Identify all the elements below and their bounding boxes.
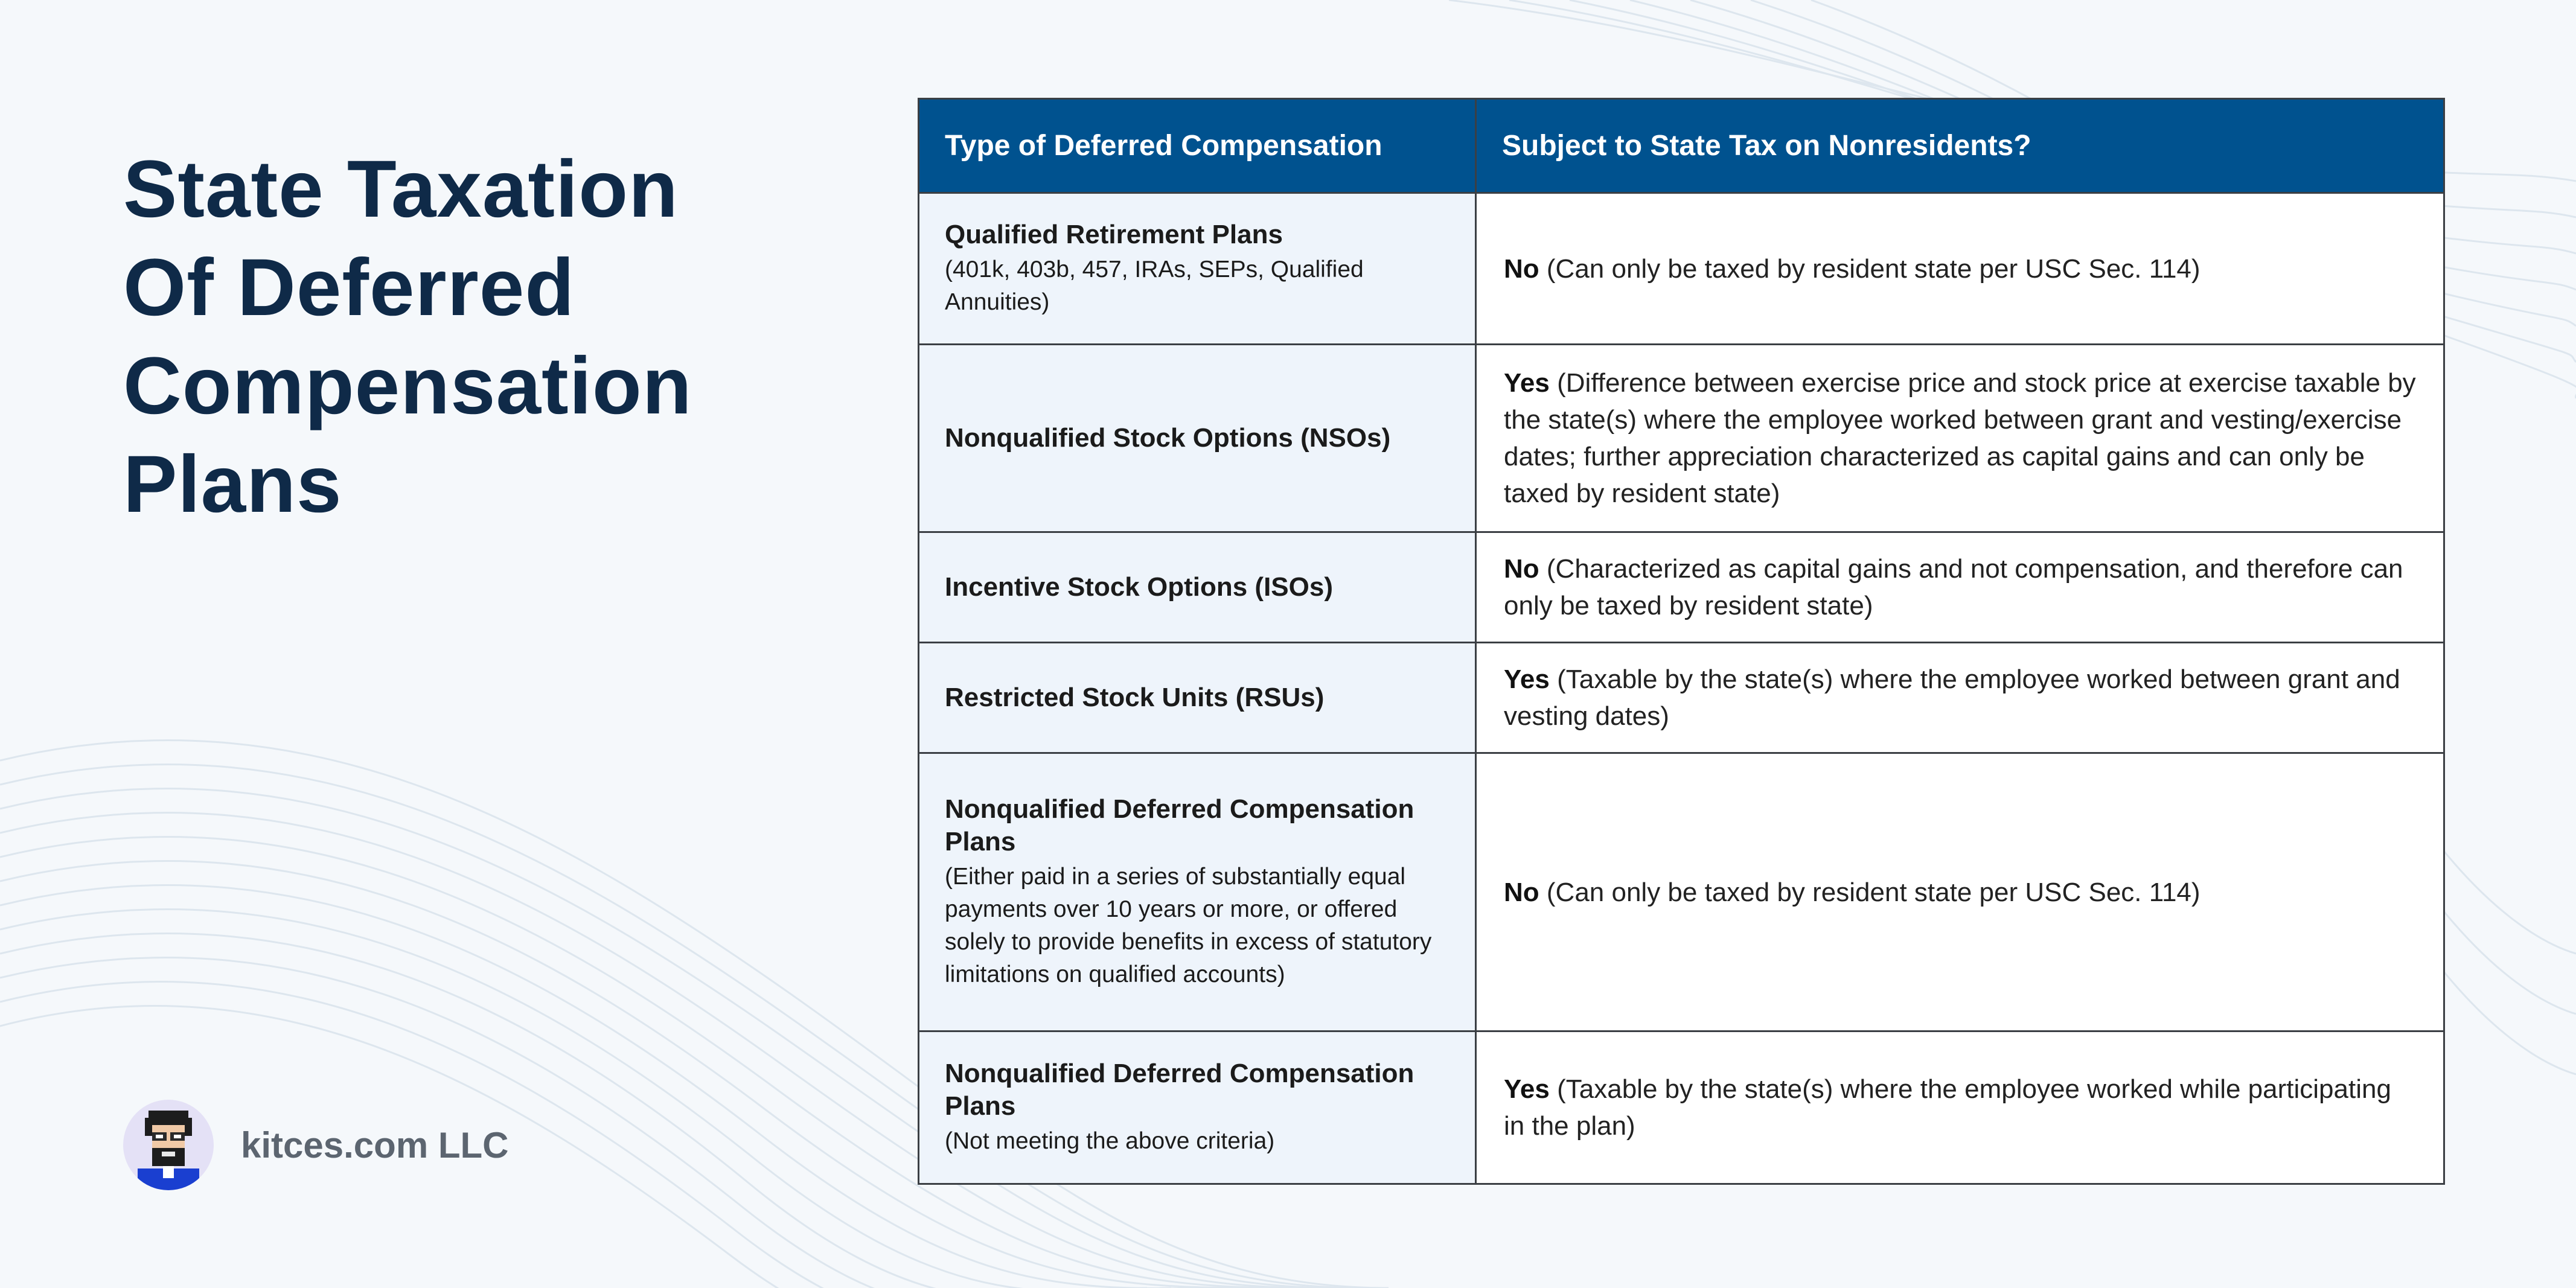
type-cell	[919, 345, 1476, 532]
verdict-detail: (Taxable by the state(s) where the employee worked while participating in the plan)	[1504, 1074, 2391, 1141]
verdict-detail: (Can only be taxed by resident state per USC Sec. 114)	[1546, 877, 2200, 907]
column-header-type: Type of Deferred Compensation	[919, 99, 1476, 193]
title-line: Plans	[123, 439, 342, 529]
table-row	[919, 532, 2444, 643]
table-row	[919, 643, 2444, 753]
column-header-subject: Subject to State Tax on Nonresidents?	[1476, 99, 2444, 193]
table-row	[919, 345, 2444, 532]
type-note: (Not meeting the above criteria)	[945, 1128, 1275, 1154]
table-row	[919, 1031, 2444, 1184]
pixel-avatar-icon	[123, 1100, 214, 1190]
type-name: Nonqualified Deferred Compensation Plans	[945, 1059, 1414, 1121]
type-name: Restricted Stock Units (RSUs)	[945, 683, 1325, 712]
answer-cell	[1476, 753, 2444, 1031]
deferred-compensation-table	[918, 98, 2445, 1185]
type-cell	[919, 643, 1476, 753]
verdict: No	[1504, 877, 1539, 907]
verdict: Yes	[1504, 665, 1550, 694]
type-cell	[919, 753, 1476, 1031]
type-note: (401k, 403b, 457, IRAs, SEPs, Qualified Annuities)	[945, 257, 1364, 315]
type-cell	[919, 1031, 1476, 1184]
brand-footer	[123, 1100, 508, 1190]
type-note: (Either paid in a series of substantially equal payments over 10 years or more, or offered solely to provide benefits in excess of statutory limitations on qualified accounts)	[945, 864, 1432, 987]
table-header-row	[919, 99, 2444, 193]
verdict: Yes	[1504, 368, 1550, 398]
title-line: State Taxation	[123, 144, 679, 234]
verdict-detail: (Difference between exercise price and stock price at exercise taxable by the state(s) where the employee worked between grant and vesting/exercise dates; further appreciation characterized as capital gains and can only be taxed by resident state)	[1504, 368, 2416, 508]
verdict-detail: (Characterized as capital gains and not compensation, and therefore can only be taxed by resident state)	[1504, 554, 2403, 620]
type-name: Nonqualified Stock Options (NSOs)	[945, 423, 1391, 453]
verdict-detail: (Taxable by the state(s) where the employee worked between grant and vesting dates)	[1504, 665, 2400, 731]
type-name: Qualified Retirement Plans	[945, 220, 1283, 249]
type-name: Incentive Stock Options (ISOs)	[945, 572, 1334, 602]
answer-cell	[1476, 532, 2444, 643]
title-line: Of Deferred	[123, 243, 575, 333]
page-title	[123, 140, 848, 534]
type-cell	[919, 532, 1476, 643]
type-cell	[919, 193, 1476, 345]
verdict-detail: (Can only be taxed by resident state per USC Sec. 114)	[1546, 253, 2200, 284]
verdict: No	[1504, 554, 1539, 584]
avatar	[123, 1100, 214, 1190]
answer-cell	[1476, 1031, 2444, 1184]
verdict: Yes	[1504, 1074, 1550, 1104]
verdict: No	[1504, 253, 1539, 284]
title-line: Compensation	[123, 341, 692, 431]
table-row	[919, 193, 2444, 345]
answer-cell	[1476, 643, 2444, 753]
answer-cell	[1476, 193, 2444, 345]
brand-name: kitces.com LLC	[241, 1124, 509, 1165]
answer-cell	[1476, 345, 2444, 532]
type-name: Nonqualified Deferred Compensation Plans	[945, 794, 1414, 856]
table-row	[919, 753, 2444, 1031]
